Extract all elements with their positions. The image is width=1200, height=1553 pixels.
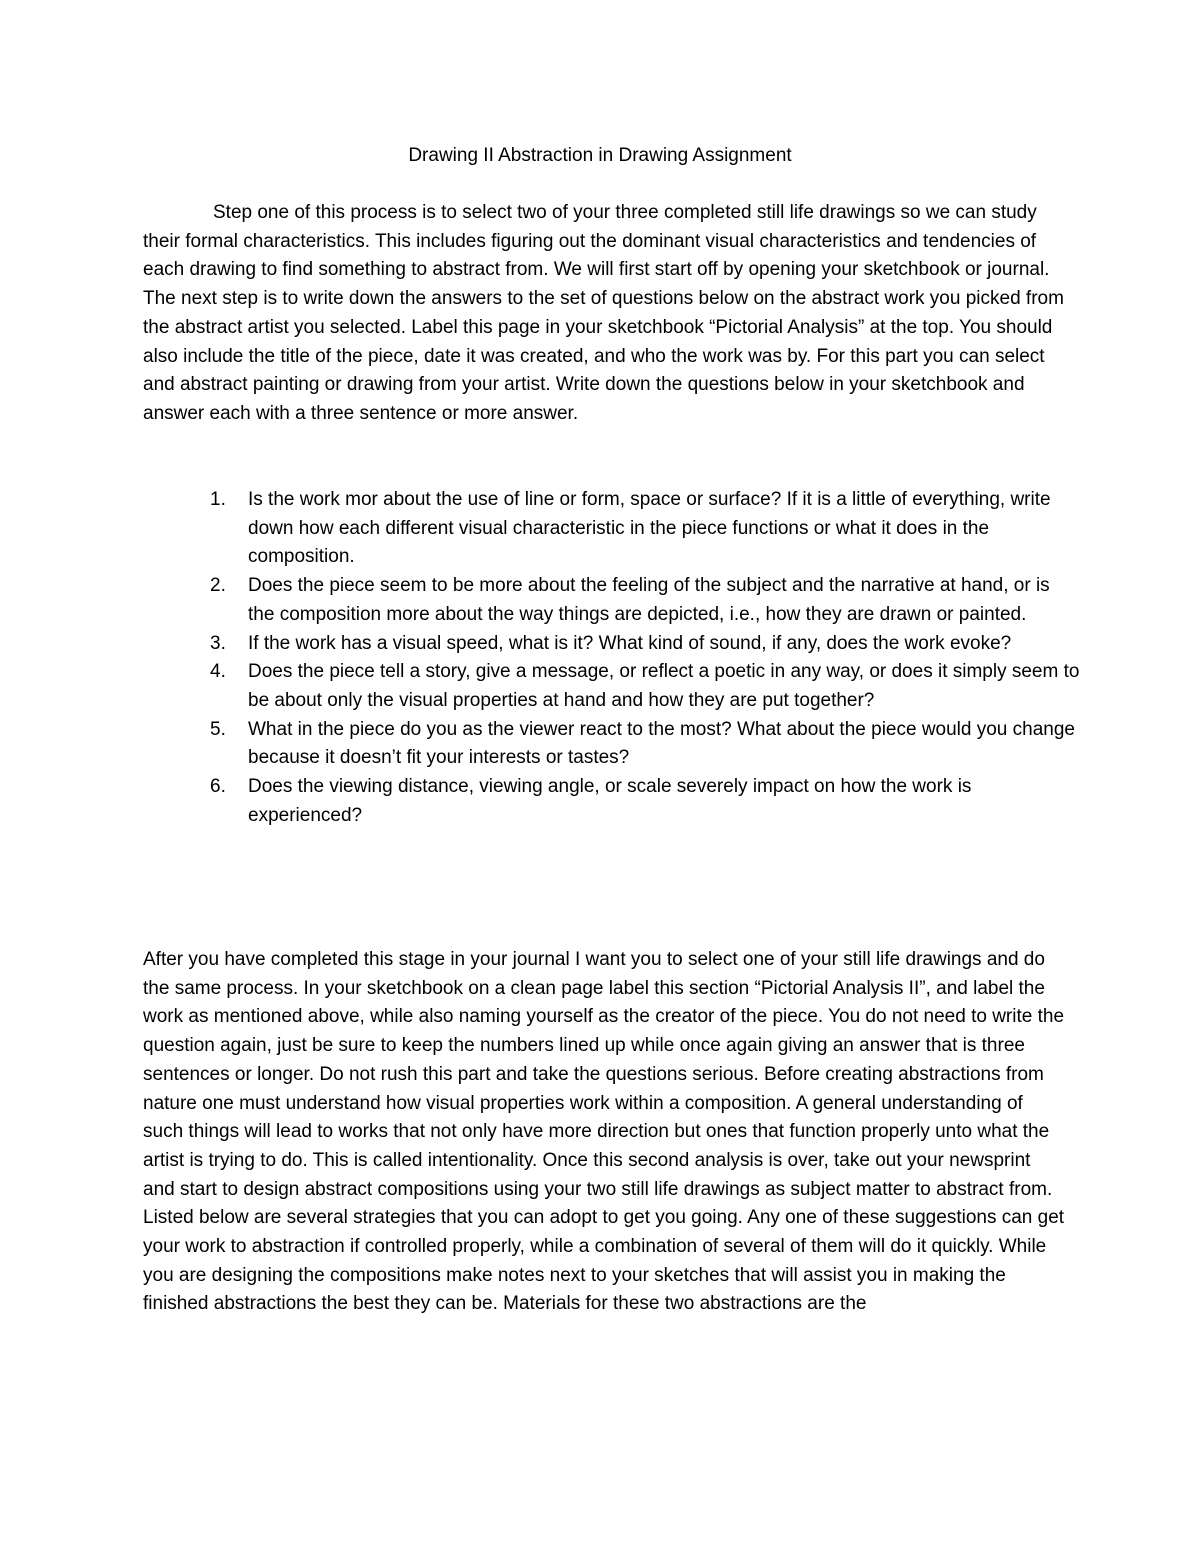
list-item	[210, 773, 1080, 830]
question-list	[210, 486, 1080, 830]
list-item-number: 3.	[210, 632, 226, 654]
list-item	[210, 572, 1080, 629]
intro-paragraph: Step one of this process is to select two of your three completed still life drawings so we can study their formal characteristics. This includes figuring out the dominant visual characteristics and tendencies of each drawing to find something to abstract from. We will first start off by opening your sketchbook or journal. The next step is to write down the answers to the set of questions below on the abstract work you picked from the abstract artist you selected. Label this page in your sketchbook “Pictorial Analysis” at the top. You should also include the title of the piece, date it was created, and who the work was by. For this part you can select and abstract painting or drawing from your artist. Write down the questions below in your sketchbook and answer each with a three sentence or more answer.	[143, 202, 1064, 424]
list-item-text: If the work has a visual speed, what is it? What kind of sound, if any, does the work evoke?	[248, 632, 1012, 654]
second-paragraph: After you have completed this stage in your journal I want you to select one of your still life drawings and do the same process. In your sketchbook on a clean page label this section “Pictorial Analysis II”, and label the work as mentioned above, while also naming yourself as the creator of the piece. You do not need to write the question again, just be sure to keep the numbers lined up while once again giving an answer that is three sentences or longer. Do not rush this part and take the questions serious. Before creating abstractions from nature one must understand how visual properties work within a composition. A general understanding of such things will lead to works that not only have more direction but ones that function properly unto what the artist is trying to do. This is called intentionality. Once this second analysis is over, take out your newsprint and start to design abstract compositions using your two still life drawings as subject matter to abstract from. Listed below are several strategies that you can adopt to get you going. Any one of these suggestions can get your work to abstraction if controlled properly, while a combination of several of them will do it quickly. While you are designing the compositions make notes next to your sketches that will assist you in making the finished abstractions the best they can be. Materials for these two abstractions are the	[143, 949, 1065, 1315]
document-title: Drawing II Abstraction in Drawing Assignment	[408, 145, 792, 166]
list-item-number: 2.	[210, 575, 226, 597]
list-item-number: 4.	[210, 661, 226, 683]
list-item-number: 5.	[210, 718, 226, 740]
list-item-text: Does the piece seem to be more about the feeling of the subject and the narrative at hand, or is the composition more about the way things are depicted, i.e., how they are drawn or painted.	[248, 575, 1050, 625]
list-item-number: 6.	[210, 776, 226, 798]
list-item	[210, 716, 1080, 773]
list-item-text: What in the piece do you as the viewer react to the most? What about the piece would you change because it doesn’t fit your interests or tastes?	[248, 718, 1075, 769]
list-item-text: Does the viewing distance, viewing angle, or scale severely impact on how the work is experienced?	[248, 776, 972, 826]
list-item	[210, 630, 1080, 659]
list-item-text: Is the work mor about the use of line or form, space or surface? If it is a little of everything, write down how each different visual characteristic in the piece functions or what it does in the composition.	[248, 489, 1051, 568]
list-item-text: Does the piece tell a story, give a message, or reflect a poetic in any way, or does it simply seem to be about only the visual properties at hand and how they are put together?	[248, 661, 1080, 711]
list-item-number: 1.	[210, 489, 226, 510]
list-item	[210, 486, 1080, 572]
list-item	[210, 658, 1080, 715]
